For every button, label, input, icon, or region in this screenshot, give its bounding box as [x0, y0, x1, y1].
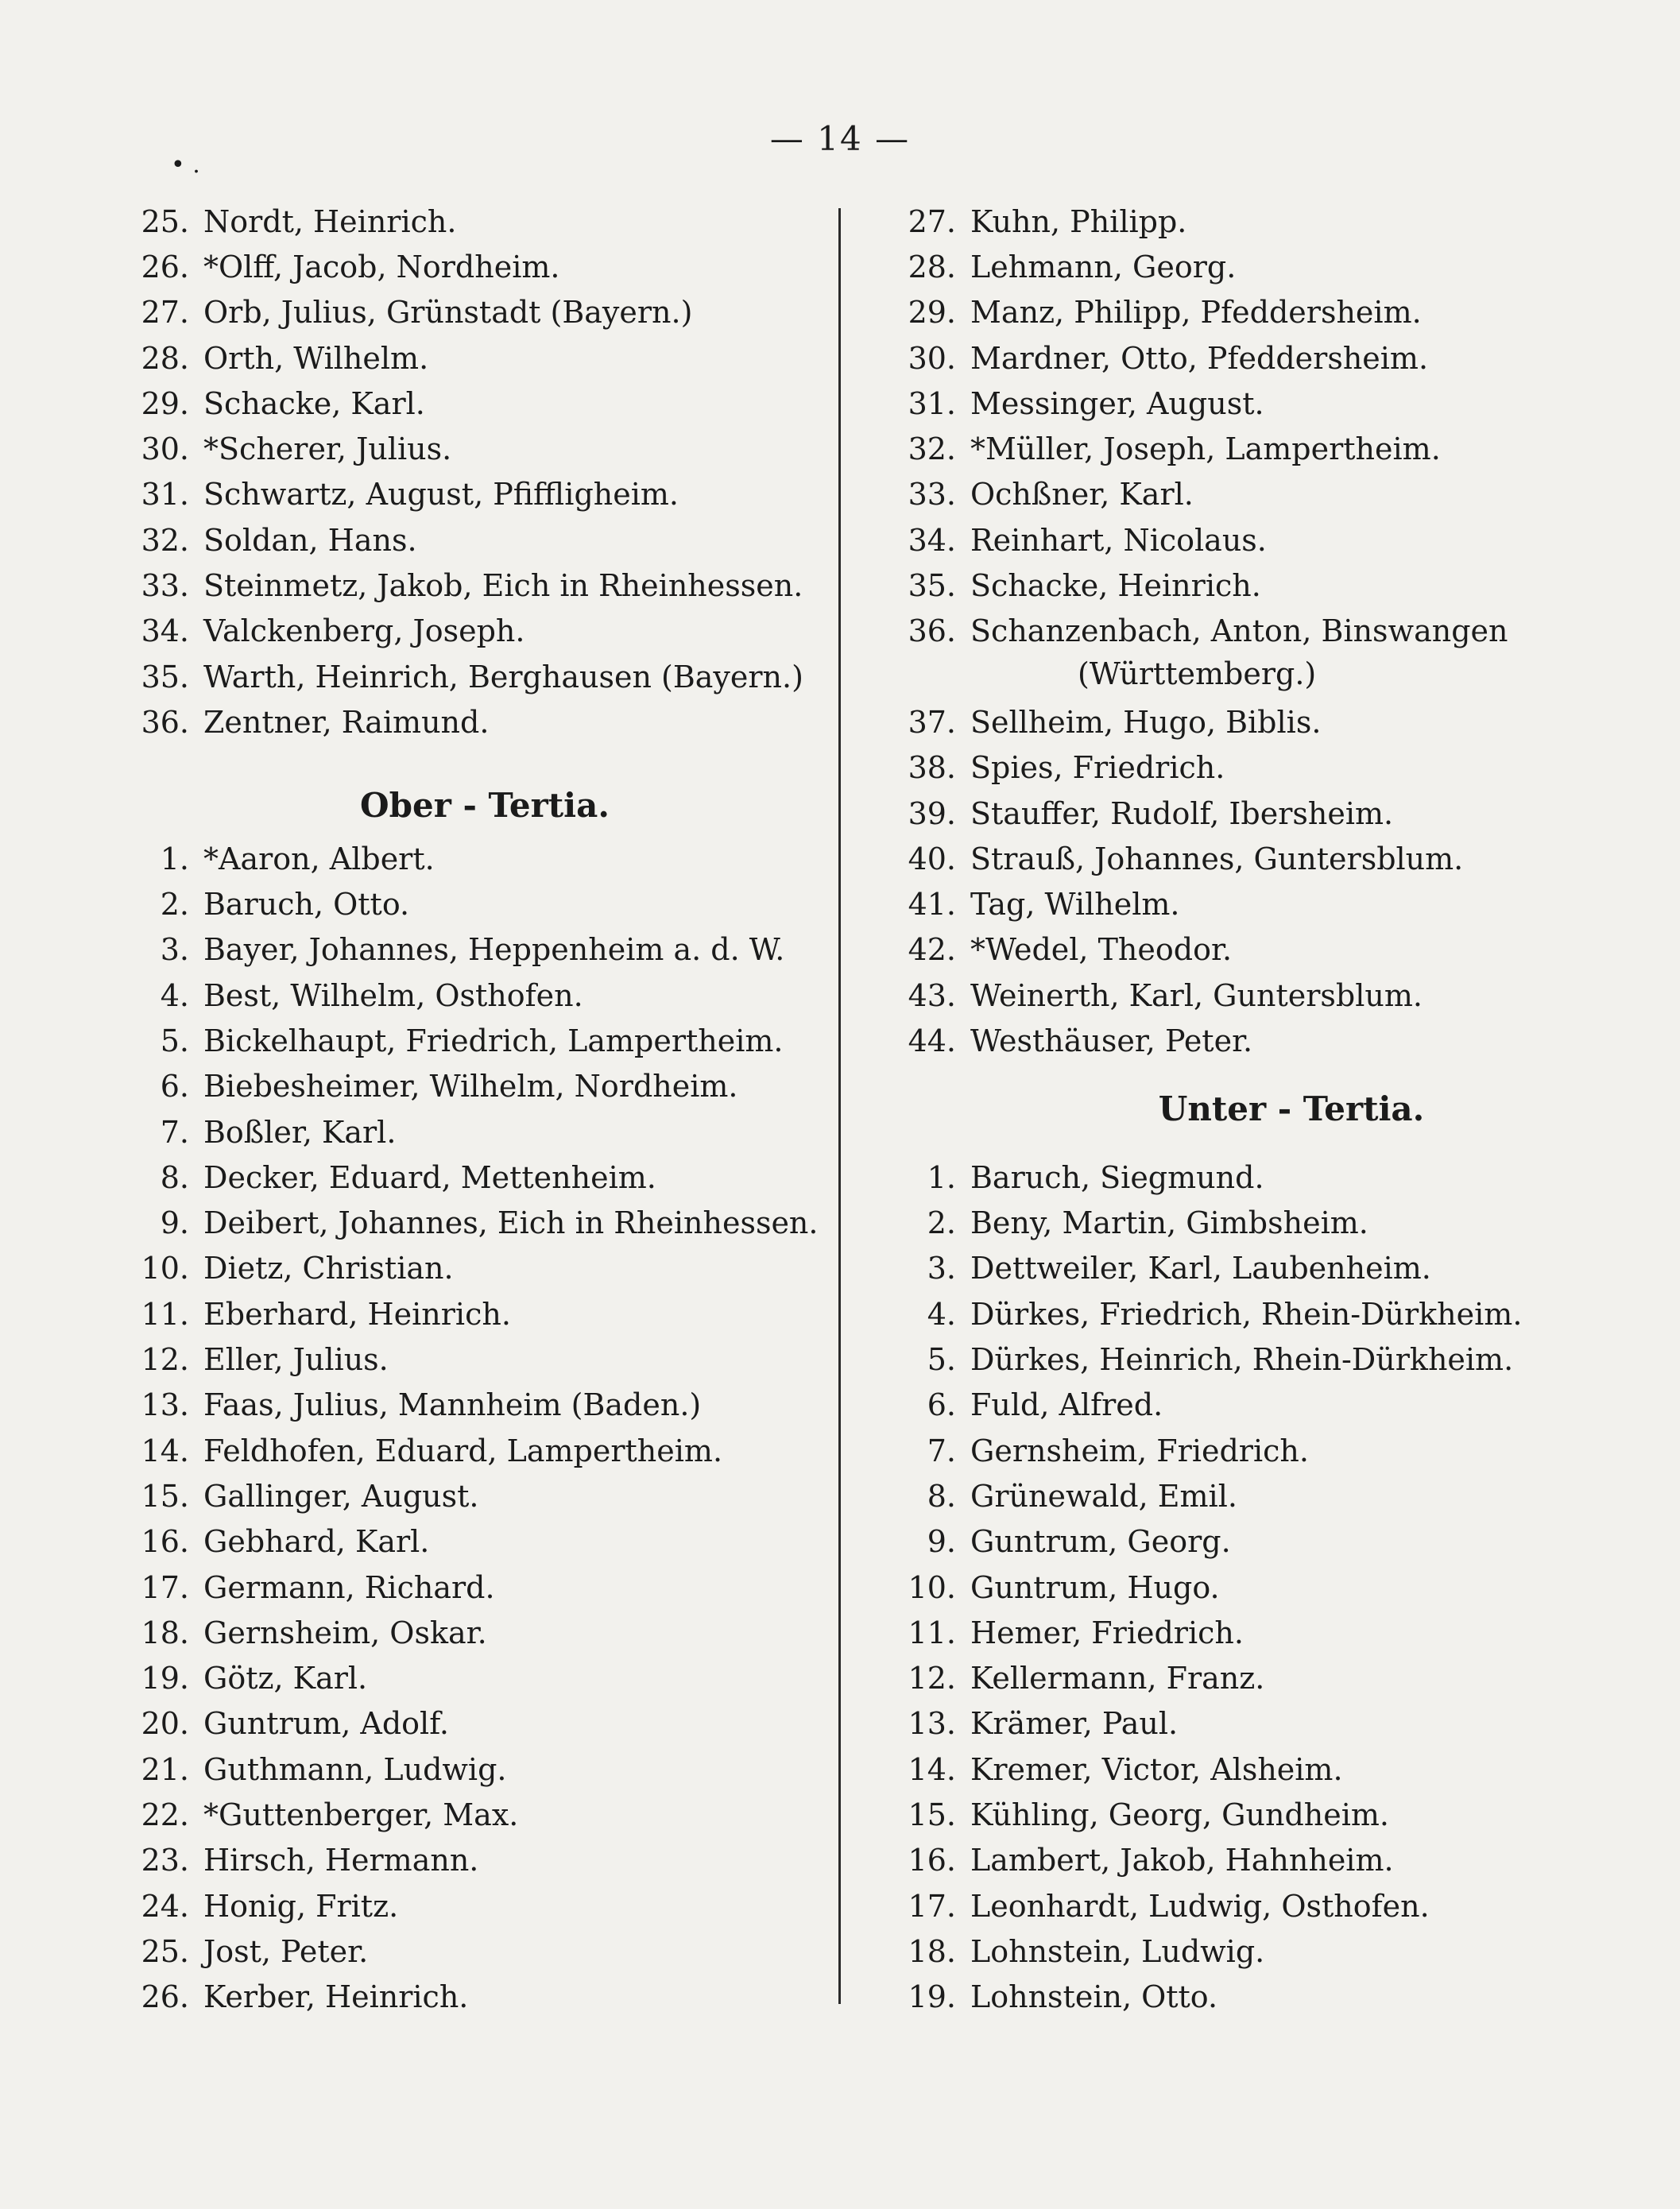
- item-number: 4.: [160, 977, 189, 1013]
- list-item: [886, 1610, 1601, 1655]
- student-name: Lohnstein, Ludwig.: [970, 1933, 1265, 1969]
- list-item: [119, 836, 819, 881]
- list-item: [886, 1155, 1601, 1200]
- student-name: *Scherer, Julius.: [203, 431, 452, 467]
- list-item: [119, 426, 819, 471]
- student-name: Soldan, Hans.: [203, 522, 417, 558]
- list-item: [119, 1064, 819, 1109]
- item-number: 44.: [908, 1023, 956, 1058]
- item-number: 11.: [908, 1615, 956, 1650]
- item-number: 16.: [141, 1524, 189, 1560]
- student-name: Dietz, Christian.: [203, 1251, 454, 1286]
- list-item: [886, 836, 1601, 881]
- item-number: 35.: [141, 659, 189, 694]
- item-number: 8.: [160, 1159, 189, 1195]
- list-item: [886, 881, 1601, 927]
- item-number: 29.: [141, 385, 189, 421]
- list-item: [119, 1701, 819, 1747]
- student-name: Valckenberg, Joseph.: [203, 613, 525, 649]
- student-name: Nordt, Heinrich.: [203, 203, 457, 239]
- student-name: Tag, Wilhelm.: [970, 887, 1180, 923]
- item-number: 14.: [141, 1433, 189, 1468]
- student-name: Fuld, Alfred.: [970, 1387, 1163, 1423]
- list-item: [886, 1838, 1601, 1883]
- item-number: 40.: [908, 841, 956, 876]
- student-name: Weinerth, Karl, Guntersblum.: [970, 977, 1423, 1013]
- item-number: 42.: [908, 932, 956, 968]
- student-name: Manz, Philipp, Pfeddersheim.: [970, 295, 1422, 331]
- item-number: 1.: [927, 1159, 956, 1195]
- student-name: Jost, Peter.: [203, 1933, 369, 1969]
- student-name: Gernsheim, Friedrich.: [970, 1433, 1309, 1468]
- item-number: 1.: [160, 841, 189, 876]
- list-item: [119, 1838, 819, 1883]
- list-item: [886, 1337, 1601, 1382]
- list-item: [119, 335, 819, 381]
- list-item: [119, 290, 819, 335]
- list-item: [886, 1975, 1601, 2020]
- item-number: 30.: [908, 340, 956, 376]
- student-name: Spies, Friedrich.: [970, 750, 1225, 786]
- item-number: 33.: [141, 568, 189, 604]
- list-item: [119, 1565, 819, 1610]
- item-number: 6.: [160, 1069, 189, 1104]
- student-name: Krämer, Paul.: [970, 1706, 1179, 1742]
- item-number: 30.: [141, 431, 189, 467]
- item-number: 27.: [908, 203, 956, 239]
- list-item: [119, 1337, 819, 1382]
- list-item: [119, 1109, 819, 1155]
- list-item: [886, 1565, 1601, 1610]
- item-number: 9.: [927, 1524, 956, 1560]
- student-name: *Aaron, Albert.: [203, 841, 435, 876]
- item-number: 31.: [141, 477, 189, 513]
- list-item: [119, 927, 819, 973]
- student-name: Kellermann, Franz.: [970, 1661, 1265, 1696]
- list-item: [119, 1792, 819, 1837]
- item-number: 6.: [927, 1387, 956, 1423]
- item-number: 18.: [908, 1933, 956, 1969]
- list-item: [119, 1246, 819, 1291]
- item-number: 3.: [160, 932, 189, 968]
- list-item: [886, 927, 1601, 973]
- item-number: 31.: [908, 385, 956, 421]
- student-name: Orth, Wilhelm.: [203, 340, 429, 376]
- item-number: 27.: [141, 295, 189, 331]
- item-number: 5.: [160, 1023, 189, 1058]
- student-name: Guntrum, Adolf.: [203, 1706, 449, 1742]
- item-number: 36.: [141, 704, 189, 740]
- student-name: Guthmann, Ludwig.: [203, 1751, 507, 1787]
- list-item: [119, 563, 819, 608]
- list-item: [119, 1291, 819, 1337]
- list-item: [886, 1883, 1601, 1929]
- student-name: Messinger, August.: [970, 385, 1264, 421]
- student-name: Kuhn, Philipp.: [970, 203, 1187, 239]
- student-name: Eberhard, Heinrich.: [203, 1296, 511, 1332]
- item-number: 28.: [908, 249, 956, 284]
- item-number: 41.: [908, 887, 956, 923]
- student-name: Kerber, Heinrich.: [203, 1979, 469, 2015]
- item-number: 3.: [927, 1251, 956, 1286]
- list-item: [886, 973, 1601, 1018]
- list-item: [886, 244, 1601, 289]
- item-number: 19.: [141, 1661, 189, 1696]
- student-name: Westhäuser, Peter.: [970, 1023, 1253, 1058]
- student-name: Stauffer, Rudolf, Ibersheim.: [970, 795, 1394, 831]
- item-number: 11.: [141, 1296, 189, 1332]
- item-number: 13.: [908, 1706, 956, 1742]
- item-number: 38.: [908, 750, 956, 786]
- student-name: Decker, Eduard, Mettenheim.: [203, 1159, 656, 1195]
- item-number: 26.: [141, 249, 189, 284]
- student-name: Baruch, Otto.: [203, 887, 410, 923]
- student-name: Kühling, Georg, Gundheim.: [970, 1797, 1389, 1833]
- item-number: 32.: [141, 522, 189, 558]
- list-item: [886, 791, 1601, 836]
- item-number: 13.: [141, 1387, 189, 1423]
- item-number: 32.: [908, 431, 956, 467]
- item-number: 39.: [908, 795, 956, 831]
- student-name: Lambert, Jakob, Hahnheim.: [970, 1843, 1394, 1878]
- list-item: [886, 1656, 1601, 1701]
- list-item: [119, 881, 819, 927]
- item-number: 10.: [141, 1251, 189, 1286]
- right-continued-list: [886, 199, 1601, 1064]
- item-number: 25.: [141, 1933, 189, 1969]
- student-name: Beny, Martin, Gimbsheim.: [970, 1205, 1368, 1241]
- student-name: Hirsch, Hermann.: [203, 1843, 479, 1878]
- item-number: 15.: [908, 1797, 956, 1833]
- list-item: [119, 199, 819, 244]
- list-item: [886, 1201, 1601, 1246]
- student-name: Germann, Richard.: [203, 1569, 495, 1605]
- student-name: Schacke, Karl.: [203, 385, 425, 421]
- list-item: [886, 199, 1601, 244]
- student-name: Bickelhaupt, Friedrich, Lampertheim.: [203, 1023, 784, 1058]
- item-number: 10.: [908, 1569, 956, 1605]
- item-number: 21.: [141, 1751, 189, 1787]
- student-name: Strauß, Johannes, Guntersblum.: [970, 841, 1464, 876]
- student-name: Biebesheimer, Wilhelm, Nordheim.: [203, 1069, 738, 1104]
- item-number: 24.: [141, 1888, 189, 1924]
- column-divider: [838, 208, 841, 2004]
- list-item: [886, 1291, 1601, 1337]
- item-number: 7.: [927, 1433, 956, 1468]
- list-item: [119, 244, 819, 289]
- list-item: [119, 1929, 819, 1974]
- student-name: Warth, Heinrich, Berghausen (Bayern.): [203, 659, 803, 694]
- item-number: 33.: [908, 477, 956, 513]
- item-number: 34.: [908, 522, 956, 558]
- student-name: Boßler, Karl.: [203, 1114, 397, 1150]
- list-item: [886, 1473, 1601, 1518]
- list-item: [886, 609, 1601, 700]
- item-number: 8.: [927, 1478, 956, 1514]
- list-item: [119, 472, 819, 517]
- item-number: 37.: [908, 704, 956, 740]
- left-column: [119, 199, 819, 2020]
- list-item: [886, 381, 1601, 426]
- student-name: Zentner, Raimund.: [203, 704, 490, 740]
- student-name: Schwartz, August, Pfiffligheim.: [203, 477, 679, 513]
- student-name: Schanzenbach, Anton, Binswangen: [970, 613, 1508, 648]
- list-item: [119, 1201, 819, 1246]
- student-name: Guntrum, Hugo.: [970, 1569, 1220, 1605]
- item-number: 26.: [141, 1979, 189, 2015]
- student-name: Guntrum, Georg.: [970, 1524, 1231, 1560]
- list-item: [886, 1792, 1601, 1837]
- list-item: [886, 563, 1601, 608]
- item-number: 4.: [927, 1296, 956, 1332]
- item-number: 18.: [141, 1615, 189, 1650]
- student-name: *Guttenberger, Max.: [203, 1797, 519, 1833]
- page-number: — 14 —: [769, 119, 911, 158]
- item-number: 23.: [141, 1843, 189, 1878]
- student-name: Gebhard, Karl.: [203, 1524, 430, 1560]
- list-item: [886, 517, 1601, 563]
- student-name: *Olff, Jacob, Nordheim.: [203, 249, 560, 284]
- list-item: [886, 1519, 1601, 1565]
- item-number: 29.: [908, 295, 956, 331]
- student-name: Deibert, Johannes, Eich in Rheinhessen.: [203, 1205, 819, 1241]
- student-name: Lohnstein, Otto.: [970, 1979, 1218, 2015]
- item-number: 15.: [141, 1478, 189, 1514]
- student-name: Reinhart, Nicolaus.: [970, 522, 1267, 558]
- list-item: [119, 1473, 819, 1518]
- right-column: [886, 199, 1601, 2020]
- item-number: 5.: [927, 1342, 956, 1378]
- item-number: 36.: [908, 613, 956, 648]
- student-name: Orb, Julius, Grünstadt (Bayern.): [203, 295, 693, 331]
- student-name-continuation: (Württemberg.): [1078, 656, 1317, 691]
- item-number: 19.: [908, 1979, 956, 2015]
- student-name: Leonhardt, Ludwig, Osthofen.: [970, 1888, 1430, 1924]
- student-name: Faas, Julius, Mannheim (Baden.): [203, 1387, 702, 1423]
- student-name: Ochßner, Karl.: [970, 477, 1194, 513]
- list-item: [886, 426, 1601, 471]
- list-item: [886, 1747, 1601, 1792]
- list-item: [119, 699, 819, 745]
- item-number: 17.: [908, 1888, 956, 1924]
- list-item: [119, 1883, 819, 1929]
- student-name: Eller, Julius.: [203, 1342, 389, 1378]
- item-number: 9.: [160, 1205, 189, 1241]
- page-mark: • .: [171, 151, 200, 179]
- list-item: [886, 1428, 1601, 1473]
- left-continued-list: [119, 199, 819, 745]
- item-number: 2.: [160, 887, 189, 923]
- student-name: Bayer, Johannes, Heppenheim a. d. W.: [203, 932, 785, 968]
- student-name: Kremer, Victor, Alsheim.: [970, 1751, 1343, 1787]
- student-name: Götz, Karl.: [203, 1661, 368, 1696]
- student-name: Dürkes, Heinrich, Rhein-Dürkheim.: [970, 1342, 1514, 1378]
- item-number: 34.: [141, 613, 189, 649]
- student-name: Gallinger, August.: [203, 1478, 479, 1514]
- list-item: [886, 335, 1601, 381]
- list-item: [886, 1246, 1601, 1291]
- item-number: 43.: [908, 977, 956, 1013]
- list-item: [119, 381, 819, 426]
- list-item: [886, 1929, 1601, 1974]
- list-item: [886, 472, 1601, 517]
- list-item: [119, 654, 819, 699]
- list-item: [119, 1519, 819, 1565]
- student-name: Sellheim, Hugo, Biblis.: [970, 704, 1322, 740]
- list-item: [886, 290, 1601, 335]
- item-number: 7.: [160, 1114, 189, 1150]
- student-name: Baruch, Siegmund.: [970, 1159, 1264, 1195]
- student-name: Honig, Fritz.: [203, 1888, 399, 1924]
- list-item: [119, 1155, 819, 1200]
- student-name: Dettweiler, Karl, Laubenheim.: [970, 1251, 1431, 1286]
- list-item: [119, 1975, 819, 2020]
- list-item: [119, 1610, 819, 1655]
- list-item: [119, 1018, 819, 1063]
- item-number: 25.: [141, 203, 189, 239]
- list-item: [886, 745, 1601, 791]
- student-name: *Wedel, Theodor.: [970, 932, 1233, 968]
- ober-tertia-heading: Ober - Tertia.: [360, 786, 610, 826]
- list-item: [119, 973, 819, 1018]
- item-number: 16.: [908, 1843, 956, 1878]
- student-name: Mardner, Otto, Pfeddersheim.: [970, 340, 1429, 376]
- unter-tertia-heading: Unter - Tertia.: [1158, 1089, 1425, 1129]
- student-name: Hemer, Friedrich.: [970, 1615, 1244, 1650]
- list-item: [886, 1383, 1601, 1428]
- student-name: Feldhofen, Eduard, Lampertheim.: [203, 1433, 723, 1468]
- unter-tertia-list: [886, 1155, 1601, 2020]
- item-number: 20.: [141, 1706, 189, 1742]
- list-item: [886, 1018, 1601, 1063]
- item-number: 12.: [141, 1342, 189, 1378]
- item-number: 17.: [141, 1569, 189, 1605]
- list-item: [119, 1383, 819, 1428]
- student-name: Gernsheim, Oskar.: [203, 1615, 487, 1650]
- item-number: 14.: [908, 1751, 956, 1787]
- student-name: *Müller, Joseph, Lampertheim.: [970, 431, 1441, 467]
- list-item: [119, 1428, 819, 1473]
- list-item: [119, 517, 819, 563]
- student-name: Dürkes, Friedrich, Rhein-Dürkheim.: [970, 1296, 1523, 1332]
- list-item: [119, 609, 819, 654]
- student-name: Best, Wilhelm, Osthofen.: [203, 977, 583, 1013]
- student-name: Lehmann, Georg.: [970, 249, 1237, 284]
- list-item: [886, 1701, 1601, 1747]
- item-number: 22.: [141, 1797, 189, 1833]
- student-name: Schacke, Heinrich.: [970, 568, 1261, 604]
- item-number: 12.: [908, 1661, 956, 1696]
- item-number: 28.: [141, 340, 189, 376]
- list-item: [886, 699, 1601, 745]
- student-name: Grünewald, Emil.: [970, 1478, 1237, 1514]
- list-item: [119, 1747, 819, 1792]
- item-number: 2.: [927, 1205, 956, 1241]
- item-number: 35.: [908, 568, 956, 604]
- student-name: Steinmetz, Jakob, Eich in Rheinhessen.: [203, 568, 803, 604]
- list-item: [119, 1656, 819, 1701]
- ober-tertia-list: [119, 836, 819, 2020]
